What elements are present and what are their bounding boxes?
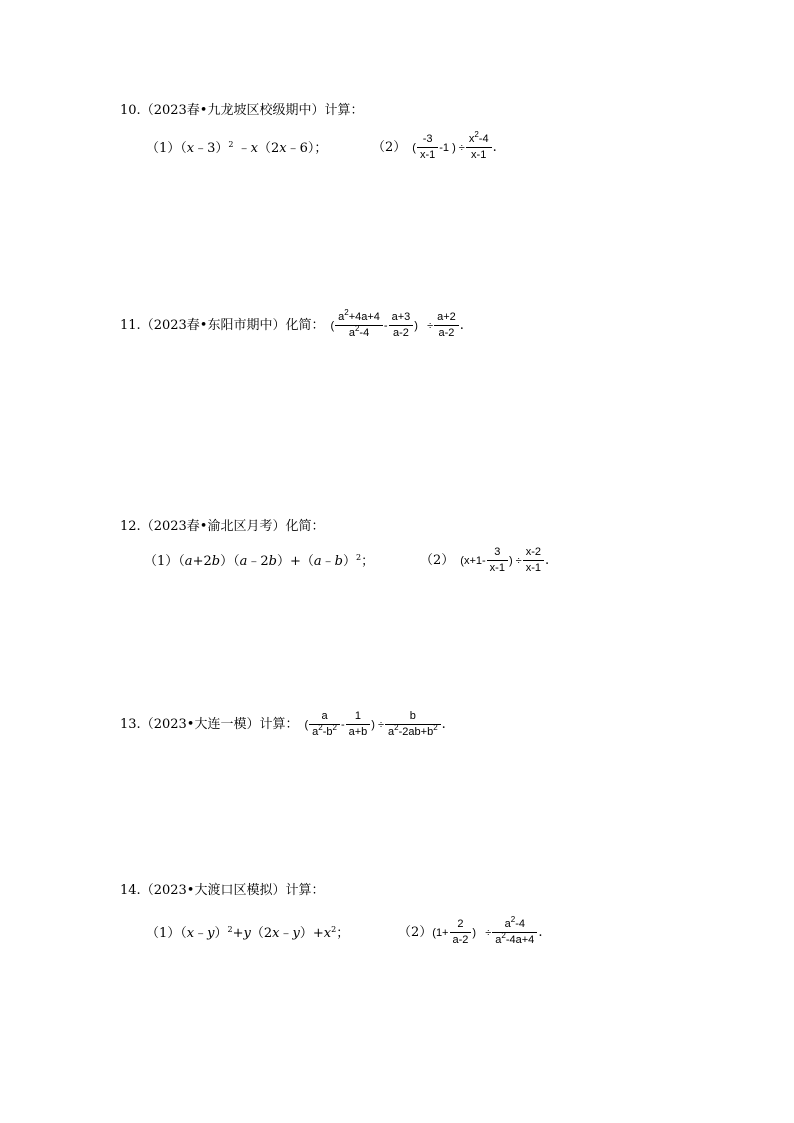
part-label: （2） xyxy=(420,552,455,568)
fraction: $\frac{-3}{x-1}$ xyxy=(417,133,438,162)
problem-10-part-2: （2） ( $\frac{-3}{x-1}$ -1 ) ÷ $\frac{x^2-4}{x-1}$ . xyxy=(372,130,497,161)
problem-source: （2023•大连一模）计算： xyxy=(140,716,299,732)
problem-source: （2023春•渝北区月考）化简： xyxy=(140,519,325,534)
fraction: $\frac{a^2-4}{a^2-4a+4}$ xyxy=(492,918,537,947)
problem-12-part-1: （1）（a+2b）（a﹣2b）+（a﹣b）$^2$； xyxy=(144,553,375,569)
problem-source: （2023•大渡口区模拟）计算： xyxy=(140,883,325,898)
fraction: $\frac{a+3}{a-2}$ xyxy=(389,311,414,340)
problem-number: 13. xyxy=(120,716,141,732)
problem-13: 13. （2023•大连一模）计算： ( $\frac{a}{a^2-b^2}$ - $\frac{1}{a+b}$ ) ÷ $\frac{b}{a^2-2ab+b^2}$ . xyxy=(120,710,446,738)
problem-number: 10. xyxy=(120,103,141,118)
problem-14-heading xyxy=(120,883,324,899)
problem-10-part-1: （1）（x﹣3）$^2$ ﹣x（2x﹣6）； xyxy=(146,140,328,156)
problem-10-heading xyxy=(120,103,363,119)
problem-12-part-2: （2） (x+1- $\frac{3}{x-1}$ ) ÷ $\frac{x-2}{x-1}$ . xyxy=(420,546,550,574)
fraction: $\frac{a}{a^2-b^2}$ xyxy=(309,710,340,739)
problem-source: （2023春•东阳市期中）化简： xyxy=(140,317,325,333)
problem-14-part-2: （2） (1+ $\frac{2}{a-2}$ ) ÷ $\frac{a^2-4}{a^2-4a+4}$ . xyxy=(398,915,543,946)
problem-14-part-1: $(1)(x﹣y)^2+y(2x﹣y)+x^2$； xyxy=(146,925,350,941)
problem-source: （2023春•九龙坡区校级期中）计算： xyxy=(140,103,364,118)
fraction: $\frac{1}{a+b}$ xyxy=(346,710,371,739)
fraction: $\frac{b}{a^2-2ab+b^2}$ xyxy=(385,710,441,739)
fraction: $\frac{2}{a-2}$ xyxy=(450,918,472,947)
fraction: $\frac{a+2}{a-2}$ xyxy=(434,311,459,340)
problem-number: 11. xyxy=(120,317,141,333)
part-label: （1） xyxy=(144,554,179,569)
part-label: （2） xyxy=(398,924,433,940)
part-label: （1） xyxy=(146,926,181,941)
fraction: $\frac{x-2}{x-1}$ xyxy=(523,546,544,575)
problem-12-heading xyxy=(120,519,324,535)
fraction: $\frac{a^2+4a+4}{a^2-4}$ xyxy=(335,311,383,340)
fraction: $\frac{3}{x-1}$ xyxy=(487,546,508,575)
problem-number: 12. xyxy=(120,519,141,534)
problem-number: 14. xyxy=(120,883,141,898)
problem-11: 11. （2023春•东阳市期中）化简： ( $\frac{a^2+4a+4}{a^2-4}$ - $\frac{a+3}{a-2}$ ) ÷ $\frac{a+2}{a-2}$ . xyxy=(120,308,464,339)
part-label: （2） xyxy=(372,139,407,155)
part-label: （1） xyxy=(146,141,181,156)
fraction: $\frac{x^2-4}{x-1}$ xyxy=(466,133,492,162)
